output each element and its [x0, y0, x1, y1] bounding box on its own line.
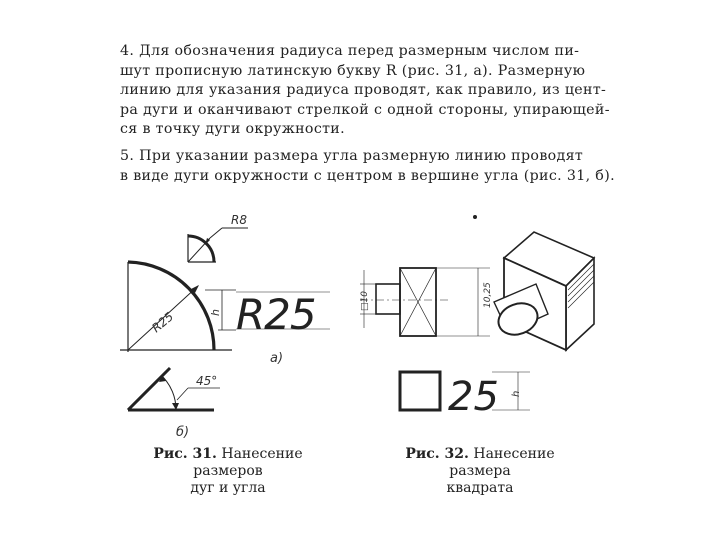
text-line: в виде дуги окружности с центром в вершине угла (рис. 31, б). [120, 167, 615, 184]
text-line: 4. Для обозначения радиуса перед размерным числом пи- [120, 43, 580, 59]
label-h-fig32: h [511, 390, 522, 397]
caption-prefix: Рис. 31. [153, 446, 217, 462]
label-1025: 10,25 [483, 282, 493, 308]
label-25-big: 25 [448, 374, 499, 420]
caption-line2: дуг и угла [190, 480, 266, 496]
label-b: б) [176, 425, 190, 440]
caption-line1: Нанесение размера [449, 446, 555, 479]
isometric-block [494, 232, 594, 350]
text-line: 5. При указании размера угла размерную линию проводят [120, 148, 584, 164]
label-r25-big: R25 [236, 290, 316, 339]
label-r25-small: R25 [149, 309, 177, 336]
label-r8: R8 [231, 213, 247, 227]
label-a: а) [270, 351, 284, 366]
square-shaft-front-view [360, 268, 490, 336]
caption-line2: квадрата [446, 480, 514, 496]
text-line: шут прописную латинскую букву R (рис. 31, а). Размерную [120, 62, 586, 79]
label-h-fig31: h [209, 309, 222, 316]
label-45: 45° [196, 374, 218, 388]
text-line: ся в точку дуги окружности. [120, 121, 345, 137]
figure-31-caption [122, 446, 334, 497]
label-phi10: □10 [360, 291, 370, 311]
figure-32-caption [380, 446, 580, 497]
text-line: линию для указания радиуса проводят, как правило, из цент- [120, 82, 607, 98]
caption-line1: Нанесение размеров [193, 446, 303, 479]
r8-detail [188, 228, 248, 262]
text-line: ра дуги и оканчивают стрелкой с одной стороны, упирающей- [120, 101, 610, 118]
caption-prefix: Рис. 32. [405, 446, 469, 462]
